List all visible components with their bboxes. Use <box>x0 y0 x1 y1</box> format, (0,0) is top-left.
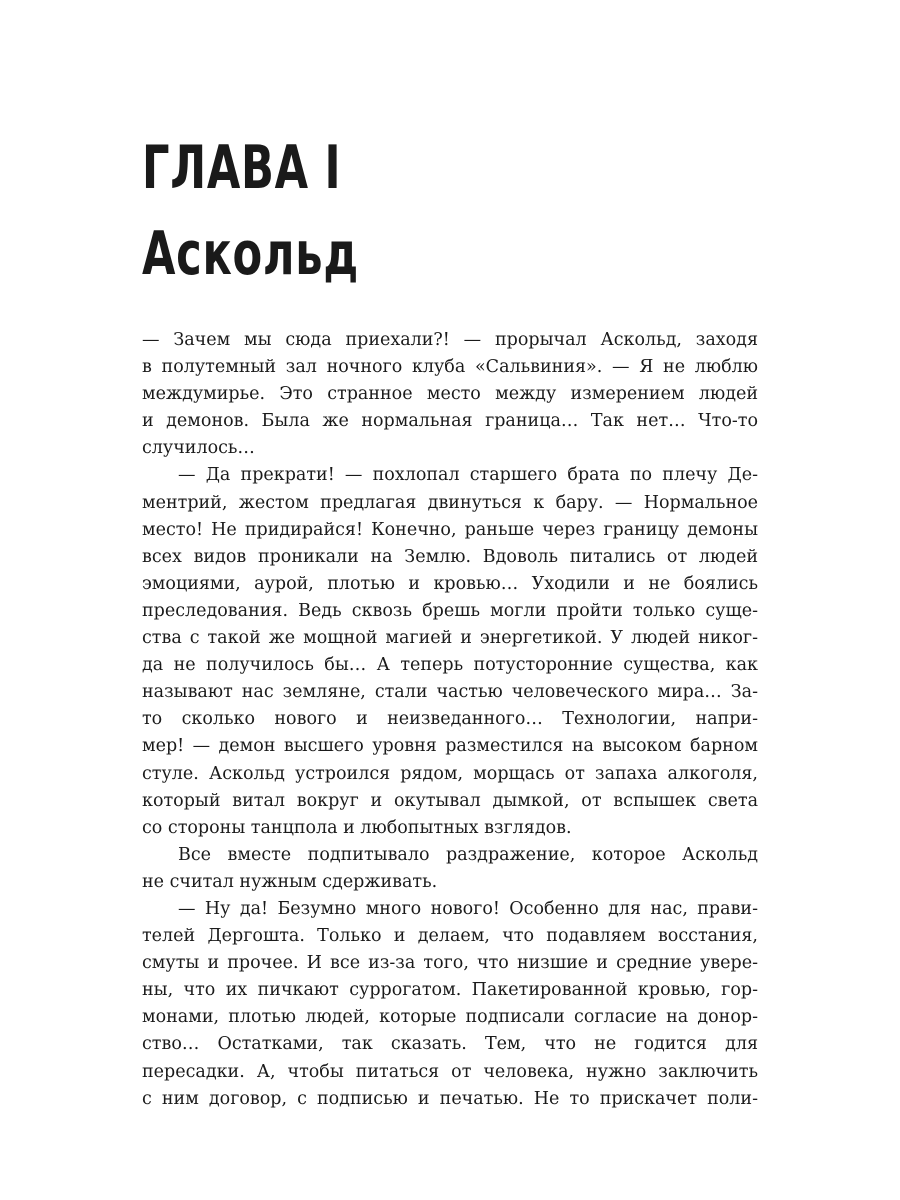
text-line: ства с такой же мощной магией и энергетикой. У людей никог- <box>142 628 758 649</box>
text-line: случилось… <box>142 438 255 459</box>
text-line: ментрий, жестом предлагая двинуться к бару. — Нормальное <box>142 492 758 513</box>
text-line: монами, плотью людей, которые подписали согласие на донор- <box>142 1007 758 1028</box>
text-line: преследования. Ведь сквозь брешь могли пройти только суще- <box>142 600 758 621</box>
chapter-name: Аскольд <box>142 219 359 289</box>
text-line: называют нас земляне, стали частью человеческого мира… За- <box>142 682 758 703</box>
body-text <box>142 327 758 1113</box>
text-line: всех видов проникали на Землю. Вдоволь питались от людей <box>142 546 758 567</box>
text-line: — Ну да! Безумно много нового! Особенно для нас, прави- <box>178 898 758 919</box>
chapter-title: ГЛАВА I <box>142 133 342 203</box>
text-line: междумирье. Это странное место между измерением людей <box>142 384 758 405</box>
text-line: — Да прекрати! — похлопал старшего брата по плечу Де- <box>178 465 758 486</box>
text-line: стуле. Аскольд устроился рядом, морщась от запаха алкоголя, <box>142 763 758 784</box>
text-line: да не получилось бы… А теперь потусторонние существа, как <box>142 655 758 676</box>
text-line: смуты и прочее. И все из-за того, что низшие и средние увере- <box>142 953 758 974</box>
text-line: не считал нужным сдерживать. <box>142 871 438 892</box>
text-line: эмоциями, аурой, плотью и кровью… Уходили и не боялись <box>142 573 758 594</box>
text-line: то сколько нового и неизведанного… Технологии, напри- <box>142 709 758 730</box>
text-line: с ним договор, с подписью и печатью. Не то прискачет поли- <box>142 1088 758 1109</box>
text-line: и демонов. Была же нормальная граница… Так нет… Что-то <box>142 411 758 432</box>
text-line: телей Дергошта. Только и делаем, что подавляем восстания, <box>142 926 758 947</box>
text-line: мер! — демон высшего уровня разместился на высоком барном <box>142 736 758 757</box>
text-line: пересадки. А, чтобы питаться от человека, нужно заключить <box>142 1061 758 1082</box>
text-line: в полутемный зал ночного клуба «Сальвиния». — Я не люблю <box>142 357 758 378</box>
text-line: который витал вокруг и окутывал дымкой, от вспышек света <box>142 790 758 811</box>
text-line: место! Не придирайся! Конечно, раньше через границу демоны <box>142 519 758 540</box>
text-line: Все вместе подпитывало раздражение, которое Аскольд <box>178 844 758 865</box>
text-line: — Зачем мы сюда приехали?! — прорычал Аскольд, заходя <box>142 330 758 350</box>
text-line: ство… Остатками, так сказать. Тем, что не годится для <box>142 1034 758 1055</box>
text-line: ны, что их пичкают суррогатом. Пакетированной кровью, гор- <box>142 980 758 1001</box>
text-line: со стороны танцпола и любопытных взглядов. <box>142 817 572 838</box>
